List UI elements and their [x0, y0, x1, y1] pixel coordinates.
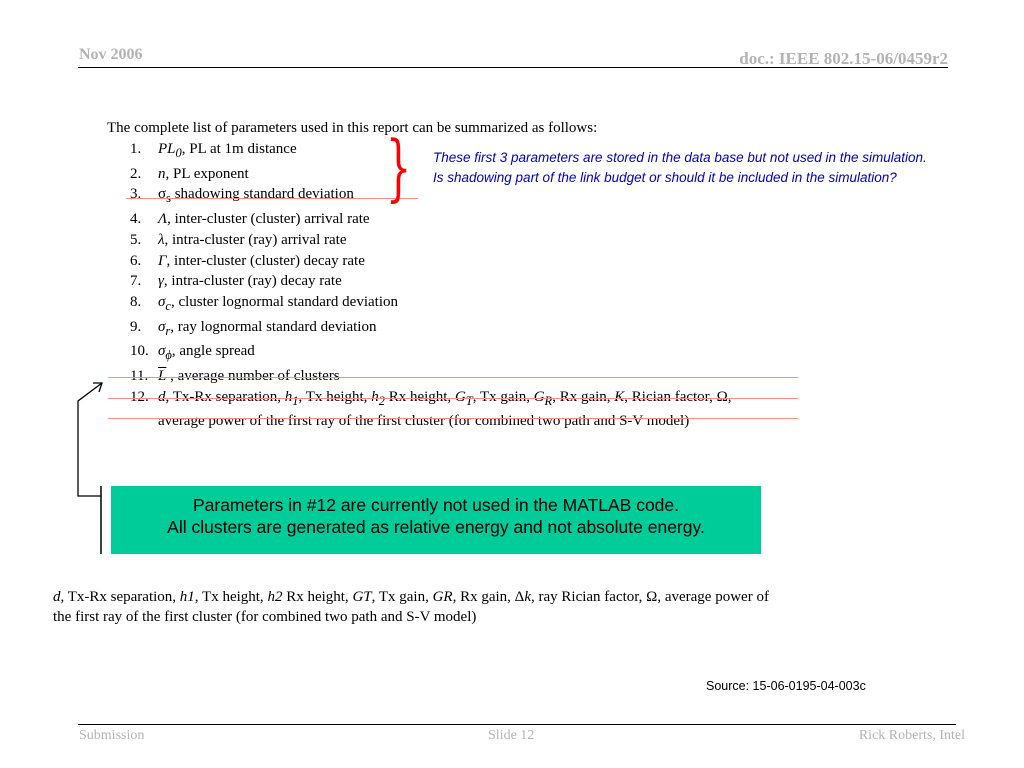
intro-text: The complete list of parameters used in this report can be summarized as follows:: [107, 120, 598, 136]
list-item: 4. Λ, inter-cluster (cluster) arrival rate: [130, 211, 370, 228]
list-item: 6. Γ, inter-cluster (cluster) decay rate: [130, 252, 365, 269]
footer-rule: [78, 724, 956, 725]
list-item: 8. $\sigma_c$, cluster lognormal standard deviation: [130, 293, 398, 313]
callout-box: [111, 486, 761, 554]
brace-icon: }: [386, 125, 412, 209]
annotation-line: These first 3 parameters are stored in the data base but not used in the simulation.: [433, 150, 927, 165]
list-item: 7. γ, intra-cluster (ray) decay rate: [130, 273, 342, 290]
header-date: Nov 2006: [79, 46, 143, 63]
footer-submission: Submission: [79, 728, 145, 743]
list-item: 5. λ, intra-cluster (ray) arrival rate: [130, 231, 347, 248]
list-item: 2. n, PL exponent: [130, 165, 249, 182]
footer-author: Rick Roberts, Intel: [858, 728, 965, 743]
parameter-note: d, Tx-Rx separation, h1, Tx height, h2 Rx height, GT, Tx gain, GR, Rx gain, Δk, ray Rician factor, Ω, average power of the first ray of the first cluster (for combined two path and S-V model): [53, 589, 769, 625]
list-item: 12. d, Tx-Rx separation, $h_1$, Tx height, $h_2$ Rx height, $G_T$, Tx gain, $G_R$, Rx gain, K, Rician factor, Ω, average power of the first ray of the first cluster (for combined two path and S-V model): [130, 388, 732, 429]
list-item: 10. $\sigma_\phi$, angle spread: [130, 343, 255, 363]
list-item: 11. $\overline{L}$ , average number of clusters: [130, 368, 340, 385]
annotation-line: Is shadowing part of the link budget or should it be included in the simulation?: [433, 170, 897, 185]
list-item: 3. $\sigma_s$ shadowing standard deviation: [130, 186, 354, 206]
header-doc-id: doc.: IEEE 802.15-06/0459r2: [739, 49, 948, 68]
callout-line: All clusters are generated as relative energy and not absolute energy.: [167, 517, 705, 537]
source-citation: Source: 15-06-0195-04-003c: [706, 679, 866, 693]
list-item: 9. $\sigma_r$, ray lognormal standard deviation: [130, 318, 377, 338]
footer-slide-number: Slide 12: [488, 728, 535, 743]
list-item: 1. $PL_0$, PL at 1m distance: [130, 141, 297, 160]
callout-line: Parameters in #12 are currently not used in the MATLAB code.: [192, 495, 680, 515]
